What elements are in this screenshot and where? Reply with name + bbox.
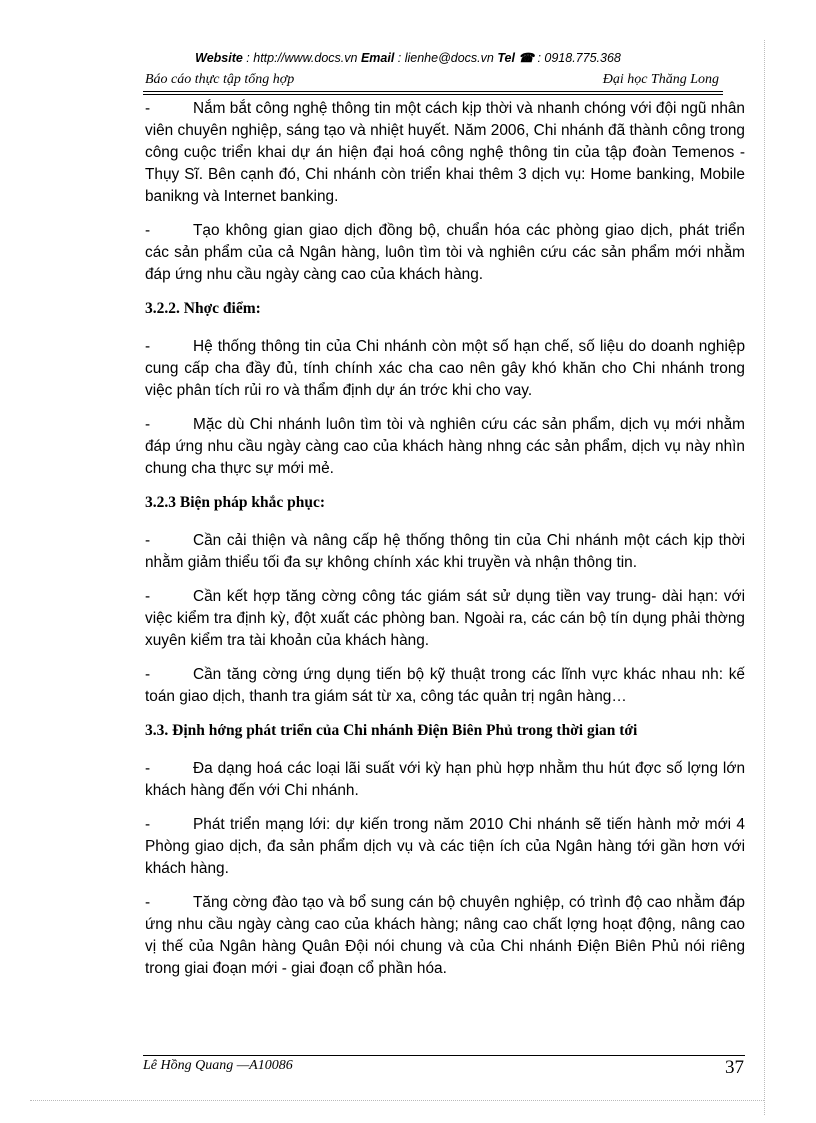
paragraph: - Nắm bắt công nghệ thông tin một cách kịp thời và nhanh chóng với đội ngũ nhân viên chuyên nghiệp, sáng tạo và nhiệt huyết. Năm 2006, Chi nhánh đã thành công trong công cuộc triển khai dự án hiện đại hoá công nghệ thông tin của tập đoàn Temenos - Thụy Sĩ. Bên cạnh đó, Chi nhánh còn triển khai thêm 3 dịch vụ: Home banking, Mobile banikng và Internet banking. xyxy=(145,100,745,205)
page-margin-guide-right xyxy=(764,40,765,1115)
section-heading-solutions: 3.2.3 Biện pháp khắc phục: xyxy=(145,494,326,511)
page-number: 37 xyxy=(725,1057,744,1078)
email-address[interactable]: : lienhe@docs.vn xyxy=(394,51,498,65)
bullet-dash: - xyxy=(145,760,151,777)
paragraph: - Mặc dù Chi nhánh luôn tìm tòi và nghiên cứu các sản phẩm, dịch vụ mới nhằm đáp ứng nhu cầu ngày càng cao của khách hàng nhng các sản phẩm, dịch vụ này nhìn chung cha thực sự mới mẻ. xyxy=(145,416,745,477)
website-url[interactable]: : http://www.docs.vn xyxy=(242,51,361,65)
header-divider xyxy=(143,91,723,95)
author-name: Lê Hồng Quang —A10086 xyxy=(143,1058,293,1073)
bullet-dash: - xyxy=(145,532,151,549)
website-label: Website xyxy=(195,51,243,65)
university-name: Đại học Thăng Long xyxy=(602,72,719,87)
section-heading-orientation: 3.3. Định hớng phát triển của Chi nhánh Điện Biên Phủ trong thời gian tới xyxy=(145,722,638,739)
website-contact-line xyxy=(0,50,816,65)
tel-number: : 0918.775.368 xyxy=(533,51,621,65)
bullet-dash: - xyxy=(145,588,151,605)
bullet-dash: - xyxy=(145,100,151,117)
bullet-dash: - xyxy=(145,666,151,683)
paragraph: - Cần tăng cờng ứng dụng tiến bộ kỹ thuật trong các lĩnh vực khác nhau nh: kế toán giao dịch, thanh tra giám sát từ xa, công tác quản trị ngân hàng… xyxy=(145,666,745,705)
report-title: Báo cáo thực tập tổng hợp xyxy=(145,72,295,87)
page-header xyxy=(143,70,723,90)
section-heading-weaknesses: 3.2.2. Nhợc điểm: xyxy=(145,300,261,317)
paragraph: - Tạo không gian giao dịch đồng bộ, chuẩn hóa các phòng giao dịch, phát triển các sản phẩm của cả Ngân hàng, luôn tìm tòi và nghiên cứu các sản phẩm mới nhằm đáp ứng nhu cầu ngày càng cao của khách hàng. xyxy=(145,222,745,283)
body-content xyxy=(145,98,745,992)
tel-label: Tel ☎ xyxy=(497,51,534,65)
bullet-dash: - xyxy=(145,222,151,239)
bullet-dash: - xyxy=(145,816,151,833)
paragraph: - Cần kết hợp tăng cờng công tác giám sát sử dụng tiền vay trung- dài hạn: với việc kiểm tra định kỳ, đột xuất các phòng ban. Ngoài ra, các cán bộ tín dụng phải thờng xuyên kiểm tra tài khoản của khách hàng. xyxy=(145,588,745,649)
paragraph: - Hệ thống thông tin của Chi nhánh còn một số hạn chế, số liệu do doanh nghiệp cung cấp cha đầy đủ, tính chính xác cha cao nên gây khó khăn cho Chi nhánh trong việc phân tích rủi ro và thẩm định dự án trớc khi cho vay. xyxy=(145,338,745,399)
paragraph: - Cần cải thiện và nâng cấp hệ thống thông tin của Chi nhánh một cách kịp thời nhằm giảm thiểu tối đa sự không chính xác khi truyền và nhận thông tin. xyxy=(145,532,745,571)
paragraph: - Tăng cờng đào tạo và bổ sung cán bộ chuyên nghiệp, có trình độ cao nhằm đáp ứng nhu cầu ngày càng cao của khách hàng; nâng cao chất lợng hoạt động, nâng cao vị thế của Ngân hàng Quân Đội nói chung và của Chi nhánh Điện Biên Phủ nói riêng trong giai đoạn mới - giai đoạn cổ phần hóa. xyxy=(145,894,745,977)
bullet-dash: - xyxy=(145,338,151,355)
bullet-dash: - xyxy=(145,894,151,911)
footer-divider xyxy=(143,1055,745,1056)
email-label: Email xyxy=(360,51,395,65)
bullet-dash: - xyxy=(145,416,151,433)
paragraph: - Phát triển mạng lới: dự kiến trong năm 2010 Chi nhánh sẽ tiến hành mở mới 4 Phòng giao dịch, đa sản phẩm dịch vụ và các tiện ích của Ngân hàng tới gần hơn với khách hàng. xyxy=(145,816,745,877)
page-margin-guide-bottom xyxy=(30,1100,764,1101)
paragraph: - Đa dạng hoá các loại lãi suất với kỳ hạn phù hợp nhằm thu hút đợc số lợng lớn khách hàng đến với Chi nhánh. xyxy=(145,760,745,799)
